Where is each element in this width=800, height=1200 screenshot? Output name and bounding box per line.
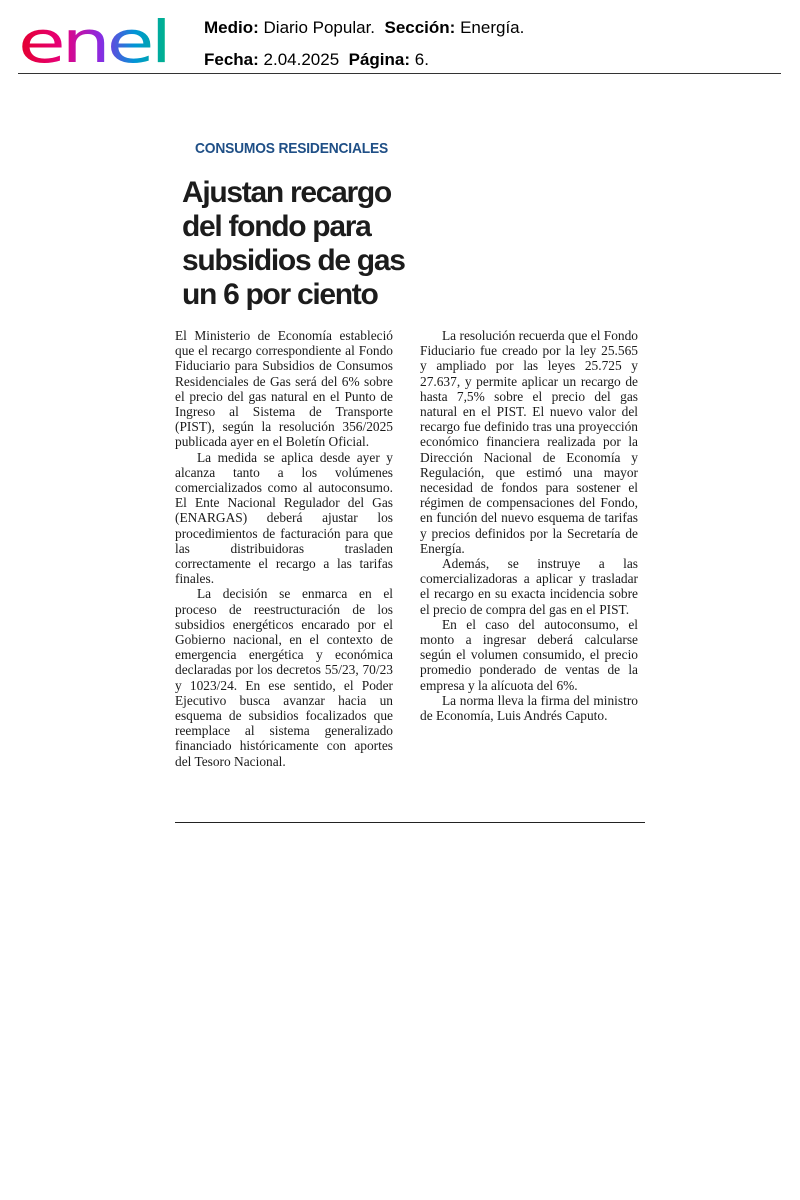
article-column-2: [420, 328, 638, 723]
medio-value: Diario Popular.: [263, 18, 376, 37]
paragraph: La norma lleva la firma del ministro de Economía, Luis Andrés Caputo.: [420, 692, 638, 724]
article-kicker: CONSUMOS RESIDENCIALES: [195, 140, 389, 157]
paragraph: En el caso del autoconsumo, el monto a ingresar deberá calcularse según el volumen consumido, el precio promedio ponderado de ventas de la empresa y la alícuota del 6%.: [420, 616, 638, 693]
paragraph: La medida se aplica desde ayer y alcanza tanto a los volúmenes comercializados como al autoconsumo. El Ente Nacional Regulador del Gas (ENARGAS) deberá ajustar los procedimientos de facturación para que las distribuidoras trasladen correctamente el recargo a las tarifas finales.: [175, 449, 393, 587]
fecha-label: Fecha:: [204, 50, 259, 69]
paragraph: La resolución recuerda que el Fondo Fiduciario fue creado por la ley 25.565 y ampliado por las leyes 25.725 y 27.637, y permite aplicar un recargo de hasta 7,5% sobre el precio del gas natural en el PIST. El nuevo valor del recargo fue definido tras una proyección económico financiera realizada por la Dirección Nacional de Economía y Regulación, que estimó una mayor necesidad de fondos para sostener el régimen de compensaciones del Fondo, en función del nuevo esquema de tarifas y precios definidos por la Secretaría de Energía.: [420, 328, 638, 556]
enel-logo: [18, 8, 170, 68]
medio-label: Medio:: [204, 18, 259, 37]
meta-row-fecha: [204, 44, 524, 76]
seccion-label: Sección:: [384, 18, 456, 37]
article-headline: Ajustan recargo del fondo para subsidios de gas un 6 por ciento: [182, 176, 405, 311]
article-column-1: [175, 328, 393, 769]
paragraph: El Ministerio de Economía estableció que el recargo correspondiente al Fondo Fiduciario para Subsidios de Consumos Residenciales de Gas será del 6% sobre el precio del gas natural en el Punto de Ingreso al Sistema de Transporte (PIST), según la resolución 356/2025 publicada ayer en el Boletín Oficial.: [175, 328, 393, 450]
clipping-metadata: [204, 12, 524, 76]
header-divider: [18, 73, 781, 74]
fecha-value: 2.04.2025: [263, 50, 340, 69]
paragraph: Además, se instruye a las comercializadoras a aplicar y trasladar el recargo en su exacta incidencia sobre el precio de compra del gas en el PIST.: [420, 556, 638, 617]
pagina-label: Página:: [348, 50, 411, 69]
pagina-value: 6.: [414, 50, 429, 69]
paragraph: La decisión se enmarca en el proceso de reestructuración de los subsidios energéticos encarado por el Gobierno nacional, en el contexto de emergencia energética y económica declaradas por los decretos 55/23, 70/23 y 1023/24. En ese sentido, el Poder Ejecutivo busca avanzar hacia un esquema de subsidios focalizados que reemplace al sistema generalizado financiado históricamente con aportes del Tesoro Nacional.: [175, 586, 393, 769]
seccion-value: Energía.: [460, 18, 525, 37]
logo-wordmark: enel: [18, 8, 168, 68]
clipping-bottom-rule: [175, 822, 645, 823]
meta-row-medio: [204, 12, 524, 44]
